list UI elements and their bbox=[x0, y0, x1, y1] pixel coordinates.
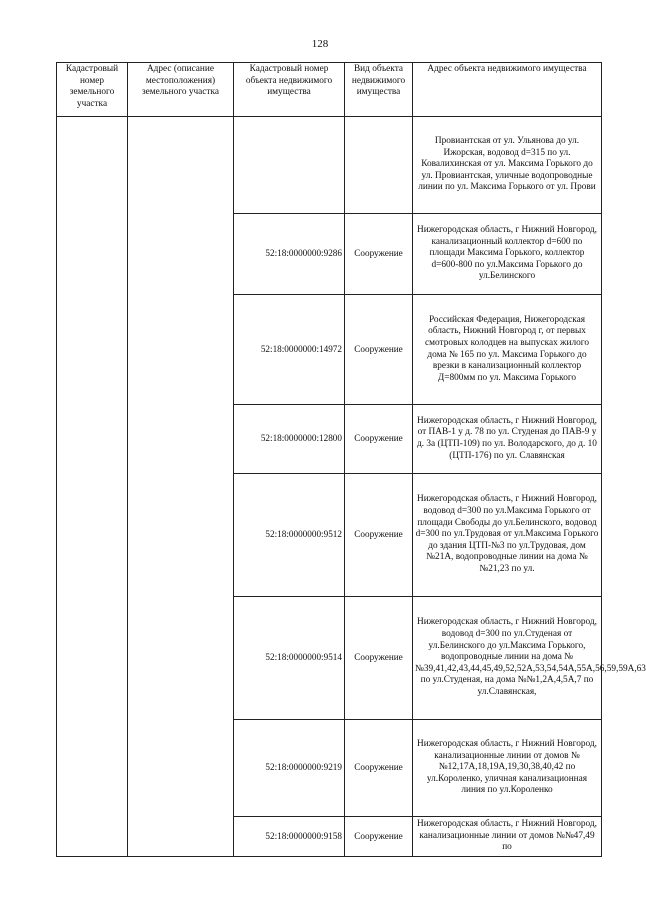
land-address-cell bbox=[128, 117, 234, 857]
object-address-cell: Нижегородская область, г Нижний Новгород, канализационные линии от домов №№12,17А,18,19А,19,30,38,40,42 по ул.Короленко, уличная канализационная линия по ул.Короленко bbox=[413, 720, 602, 817]
header-land-cadastral-number: Кадастровый номер земельного участка bbox=[57, 63, 128, 117]
object-cadastral-cell bbox=[234, 117, 345, 214]
object-address-cell: Нижегородская область, г Нижний Новгород, водовод d=300 по ул.Студеная от ул.Белинского до ул.Максима Горького, водопроводные линии на дома №№39,41,42,43,44,45,49,52,52А,53,54,54А,55А,56,59,59А,63 по ул.Студеная, на дома №№1,2А,4,5А,7 по ул.Славянская, bbox=[413, 597, 602, 720]
page-number: 128 bbox=[311, 38, 329, 50]
object-kind-cell: Сооружение bbox=[345, 405, 413, 474]
object-address-cell: Нижегородская область, г Нижний Новгород, от ПАВ-1 у д. 78 по ул. Студеная до ПАВ-9 у д. 3а (ЦТП-109) по ул. Володарского, до д. 10 (ЦТП-176) по ул. Славянская bbox=[413, 405, 602, 474]
land-registry-table bbox=[56, 62, 646, 857]
header-object-cadastral-number: Кадастровый номер объекта недвижимого имущества bbox=[234, 63, 345, 117]
object-kind-cell: Сооружение bbox=[345, 720, 413, 817]
header-object-kind: Вид объекта недвижимого имущества bbox=[345, 63, 413, 117]
object-cadastral-cell: 52:18:0000000:12800 bbox=[234, 405, 345, 474]
header-land-address: Адрес (описание местоположения) земельного участка bbox=[128, 63, 234, 117]
object-kind-cell: Сооружение bbox=[345, 295, 413, 405]
object-address-cell: Российская Федерация, Нижегородская область, Нижний Новгород г, от первых смотровых колодцев на выпусках жилого дома № 165 по ул. Максима Горького до врезки в канализационный коллектор Д=800мм по ул. Максима Горького bbox=[413, 295, 602, 405]
header-object-address: Адрес объекта недвижимого имущества bbox=[413, 63, 602, 117]
land-cadastral-cell bbox=[57, 117, 128, 857]
object-cadastral-cell: 52:18:0000000:9514 bbox=[234, 597, 345, 720]
object-kind-cell: Сооружение bbox=[345, 474, 413, 597]
object-address-cell: Нижегородская область, г Нижний Новгород, канализационные линии от домов №№47,49 по bbox=[413, 817, 602, 857]
object-cadastral-cell: 52:18:0000000:9219 bbox=[234, 720, 345, 817]
object-cadastral-cell: 52:18:0000000:9158 bbox=[234, 817, 345, 857]
table-row bbox=[57, 117, 602, 214]
object-address-cell: Нижегородская область, г Нижний Новгород, водовод d=300 по ул.Максима Горького от площади Свободы до ул.Белинского, водовод d=300 по ул.Трудовая от ул.Максима Горького до здания ЦТП-№3 по ул.Трудовая, дом №21А, водопроводные линии на дома №№21,23 по ул. bbox=[413, 474, 602, 597]
object-kind-cell: Сооружение bbox=[345, 817, 413, 857]
object-kind-cell: Сооружение bbox=[345, 214, 413, 295]
object-cadastral-cell: 52:18:0000000:14972 bbox=[234, 295, 345, 405]
object-address-cell: Нижегородская область, г Нижний Новгород, канализационный коллектор d=600 по площади Максима Горького, коллектор d=600-800 по ул.Максима Горького до ул.Белинского bbox=[413, 214, 602, 295]
object-cadastral-cell: 52:18:0000000:9512 bbox=[234, 474, 345, 597]
object-cadastral-cell: 52:18:0000000:9286 bbox=[234, 214, 345, 295]
table-header-row bbox=[57, 63, 602, 117]
object-kind-cell: Сооружение bbox=[345, 597, 413, 720]
object-address-cell: Провиантская от ул. Ульянова до ул. Ижорская, водовод d=315 по ул. Ковалихинская от ул. Максима Горького до ул. Провиантская, уличные водопроводные линии по ул. Максима Горького от ул. Прови bbox=[413, 117, 602, 214]
object-kind-cell bbox=[345, 117, 413, 214]
